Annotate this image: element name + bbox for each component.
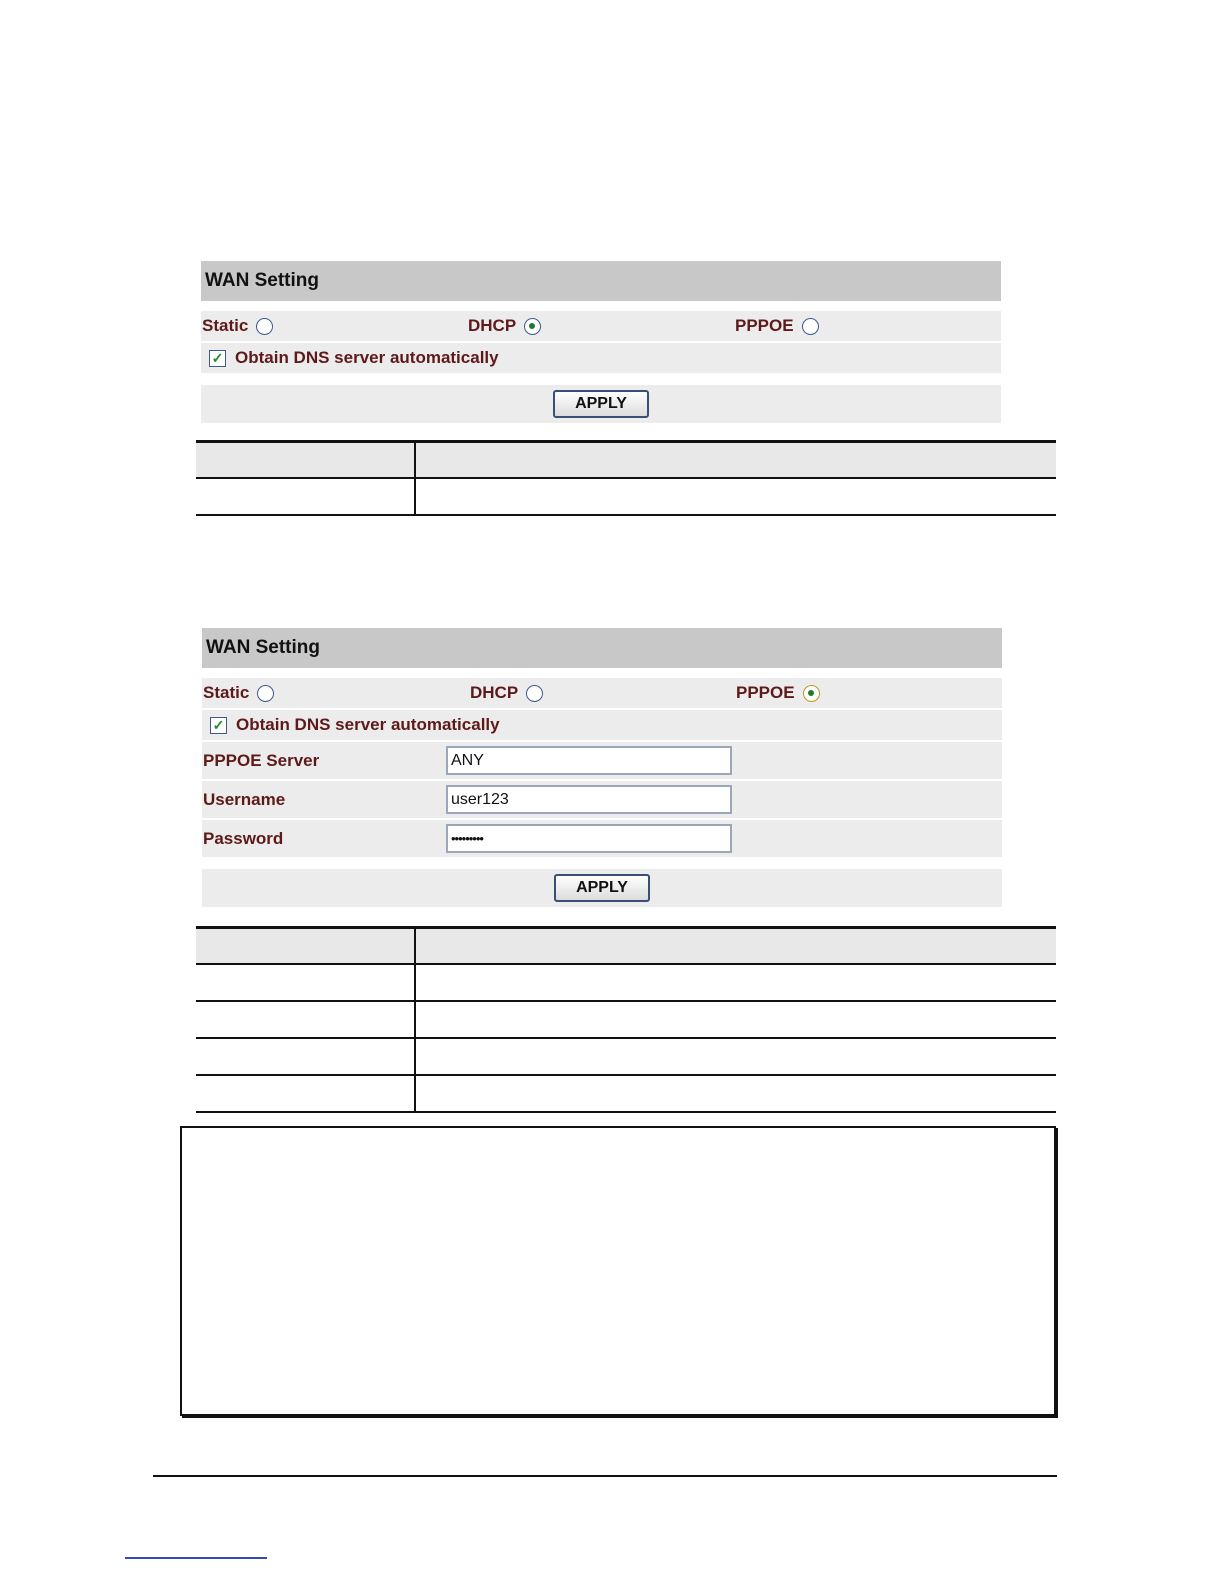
radio-option-pppoe[interactable] [736,683,820,703]
column-divider [414,443,416,477]
password-row [202,820,1002,857]
table-header-row [196,443,1056,479]
apply-button[interactable]: APPLY [553,390,649,418]
dns-auto-label: Obtain DNS server automatically [235,348,499,367]
password-label: Password [203,828,284,848]
radio-option-static[interactable] [202,316,273,336]
radio-static[interactable] [256,318,273,335]
radio-label-pppoe: PPPOE [735,316,794,335]
radio-pppoe[interactable] [802,318,819,335]
column-divider [414,965,416,1000]
panel-title: WAN Setting [202,628,1002,668]
radio-pppoe[interactable] [803,685,820,702]
radio-label-dhcp: DHCP [470,683,519,702]
pppoe-server-label: PPPOE Server [203,750,320,770]
table-row [196,1076,1056,1113]
radio-label-dhcp: DHCP [468,316,517,335]
column-divider [414,479,416,514]
username-row [202,781,1002,818]
connection-type-row [202,678,1002,708]
wan-setting-panel-pppoe [202,628,1002,907]
table-row [196,1002,1056,1039]
footer-link-underline[interactable] [125,1557,267,1559]
dns-auto-label: Obtain DNS server automatically [236,715,500,734]
description-table-1 [196,440,1056,516]
username-label: Username [203,789,286,809]
table-row [196,965,1056,1002]
dns-auto-row[interactable] [201,343,1001,373]
table-header-row [196,929,1056,965]
pppoe-server-row [202,742,1002,779]
dns-auto-checkbox[interactable]: ✓ [209,350,226,367]
radio-option-pppoe[interactable] [735,316,819,336]
radio-label-pppoe: PPPOE [736,683,795,702]
radio-static[interactable] [257,685,274,702]
column-divider [414,929,416,963]
note-box [180,1126,1056,1416]
radio-dhcp[interactable] [524,318,541,335]
table-row [196,479,1056,516]
column-divider [414,1076,416,1111]
radio-option-dhcp[interactable] [470,683,543,703]
apply-row [202,869,1002,907]
password-input[interactable]: ••••••••• [446,824,732,853]
dns-auto-row[interactable] [202,710,1002,740]
footer-divider [153,1475,1057,1477]
radio-option-static[interactable] [203,683,274,703]
dns-auto-checkbox[interactable]: ✓ [210,717,227,734]
apply-button[interactable]: APPLY [554,874,650,902]
description-table-2 [196,926,1056,1113]
radio-label-static: Static [202,316,249,335]
radio-label-static: Static [203,683,250,702]
apply-row [201,385,1001,423]
wan-setting-panel-dhcp [201,261,1001,423]
table-row [196,1039,1056,1076]
panel-title: WAN Setting [201,261,1001,301]
pppoe-server-input[interactable]: ANY [446,746,732,775]
connection-type-row [201,311,1001,341]
radio-dhcp[interactable] [526,685,543,702]
radio-option-dhcp[interactable] [468,316,541,336]
username-input[interactable]: user123 [446,785,732,814]
column-divider [414,1039,416,1074]
column-divider [414,1002,416,1037]
